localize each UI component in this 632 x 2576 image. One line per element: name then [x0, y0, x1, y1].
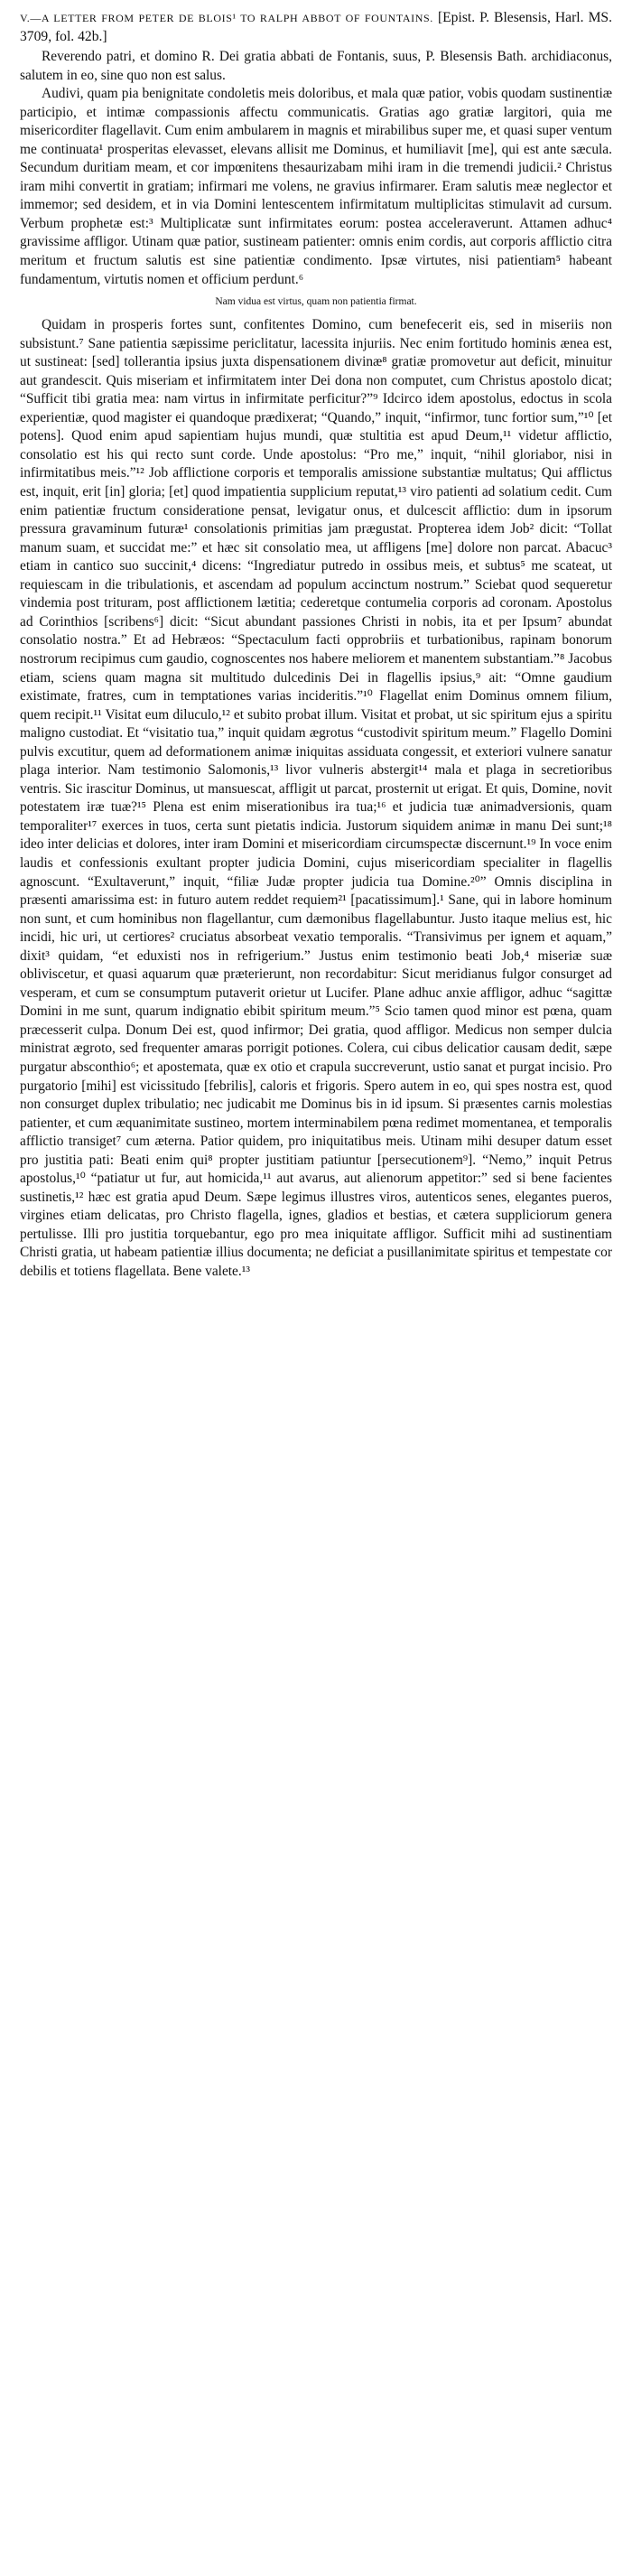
body-paragraph-1: Audivi, quam pia benignitate condoletis meis doloribus, et mala quæ patior, vobis quodam sustinentiæ participio, et intimæ compassionis affectu communicatis. Gratias ago gratiæ largitori, quia me misericorditer flagellavit. Cum enim ambularem in magnis et mirabilibus super me, et quasi super ventum me continuata¹ prosperitas elevasset, elevans allisit me Dominus, et humiliavit [me], qui est ante sæcula. Secundum duritiam meam, et cor impœnitens thesaurizabam mihi iram in die tremendi judicii.² Christus iram mihi convertit in gratiam; infirmari me volens, ne gravius infirmarer. Eram salutis meæ neglector et immemor; sed desidem, et in via Domini lentescentem infirmitatum multiplicitas stimulavit ad cursum. Verbum prophetæ est:³ Multiplicatæ sunt infirmitates eorum: postea acceleraverunt. Attamen adhuc⁴ gravissime affligor. Utinam quæ patior, sustineam patienter: omnis enim cordis, aut corporis afflictio citra meritum et fructum salutis est sine patientiæ condimento. Ipsæ virtutes, nisi patientiam⁵ habeant fundamentum, virtutis nomen et officium perdunt.⁶: [20, 86, 612, 287]
letter-title: V.—A LETTER FROM PETER DE BLOIS¹ TO RALPH ABBOT OF FOUNTAINS.: [20, 12, 433, 24]
verse-quotation: Nam vidua est virtus, quam non patientia firmat.: [215, 296, 417, 308]
salutation-paragraph: Reverendo patri, et domino R. Dei gratia abbati de Fontanis, suus, P. Blesensis Bath. archidiaconus, salutem in eo, sine quo non est salus.: [20, 49, 612, 83]
body-paragraph-2: Quidam in prosperis fortes sunt, confitentes Domino, cum benefecerit eis, sed in miseriis non subsistunt.⁷ Sane patientia sæpissime periclitatur, lacessita injuriis. Nec enim fortitudo hominis ænea est, ut sustineat: [sed] tollerantia ipsius juxta dispensationem divinæ⁸ gratiæ promovetur aut deficit, minuitur aut grandescit. Quis miseriam et infirmitatem inter Dei dona non computet, cum Christus apostolo dicat; “Sufficit tibi gratia mea: nam virtus in infirmitate perficitur?”⁹ Idcirco idem apostolus, edoctus in scola experientiæ, quod magister ei quandoque prædixerat; “Quando,” inquit, “infirmor, tunc fortior sum,”¹⁰ [et potens]. Quod enim apud sapientiam hujus mundi, quæ stultitia est apud Deum,¹¹ videtur afflictio, consolatio est his qui recto sunt corde. Unde apostolus: “Pro me,” inquit, “nihil gloriabor, nisi in infirmitatibus meis.”¹² Job afflictione corporis et temporalis amissione substantiæ multatus; Qui afflictus est, inquit, erit [in] gloria; [et] quod impatientia supplicium reputat,¹³ viro patienti ad solatium cedit. Cum enim patientiæ fructum consideratione pensat, levigatur onus, et dulcescit afflictio: dum in ipsorum pressura gravaminum futuræ¹ consolationis primitias jam prægustat. Propterea idem Job² dicit: “Tollat manum suam, et succidat me:” et hæc sit consolatio mea, ut affligens [me] dolore non parcat. Abacuc³ etiam in cantico suo succinit,⁴ dicens: “Ingrediatur putredo in ossibus meis, et subtus⁵ me scateat, ut requiescam in die tribulationis, et ascendam ad populum accinctum nostrum.” Sciebat quod sequeretur vindemia post trituram, post afflictionem lætitia; cederetque contumelia corporis ad coronam. Apostolus ad Corinthios [scribens⁶] dicit: “Sicut abundant passiones Christi in nobis, ita et per Ipsum⁷ abundat consolatio nostra.” Et ad Hebræos: “Spectaculum facti opprobriis et turbationibus, rapinam bonorum nostrorum recipimus cum gaudio, cognoscentes nos habere meliorem et manentem substantiam.”⁸ Jacobus etiam, sciens quam magna sit multitudo dulcedinis Dei in flagellis ipsius,⁹ ait: “Omne gaudium existimate, fratres, cum in temptationes varias incideritis.”¹⁰ Flagellat enim Dominus omnem filium, quem recipit.¹¹ Visitat eum diluculo,¹² et subito probat illum. Visitat et probat, ut sic spiritum ejus a spiritu maligno custodiat. Et “visitatio tua,” inquit quidam ægrotus “custodivit spiritum meum.” Flagello Domini pulvis excutitur, quem ad deformationem animæ iniquitas assiduata congessit, et exteriori vulnere sanatur plaga interior. Nam testimonio Salomonis,¹³ livor vulneris abstergit¹⁴ mala et plaga in secretioribus ventris. Sic irascitur Dominus, ut mansuescat, affligit ut parcat, prosternit ut erigat. Et quis, Domine, novit potestatem iræ tuæ?¹⁵ Plena est enim miserationibus ira tua;¹⁶ et judicia tuæ animadversionis, quam temporaliter¹⁷ exerces in tuos, certa sunt pietatis indicia. Justorum siquidem animæ in manu Dei sunt;¹⁸ ideo inter delicias et dolores, inter iram Domini et misericordiam circumspectæ discernunt.¹⁹ In voce enim laudis et confessionis exultant propter judicia Domini, cujus misericordiam specialiter in flagellis agnoscunt. “Exultaverunt,” inquit, “filiæ Judæ propter judicia tua Domine.²⁰” Omnis disciplina in præsenti amarissima est: in futuro autem reddet requiem²¹ [pacatissimum].¹ Sane, qui in labore hominum non sunt, et cum hominibus non flagellantur, cum dæmonibus flagellabuntur. Justo itaque melius est, hic incidi, hic uri, ut certiores² cruciatus absorbeat vexatio temporalis. “Transivimus per ignem et aquam,” dixit³ quidam, “et eduxisti nos in refrigerium.” Justus enim testimonio beati Job,⁴ miseriæ suæ obliviscetur, et quasi aquarum quæ præterierunt, non recordabitur: Sicut meridianus fulgor consurget ad vesperam, et cum se consumptum putaverit orietur ut Lucifer. Plane adhuc anxie affligor, adhuc “sagittæ Domini in me sunt, quarum indignatio ebibit spiritum meum.”⁵ Scio tamen quod minor est pœna, quam præcesserit culpa. Donum Dei est, quod infirmor; Dei gratia, quod affligor. Medicus non semper dulcia ministrat ægroto, sed frequenter amaras porrigit potiones. Colera, cui cibus delicatior causam dedit, sæpe purgatur absconthio⁶; et apostemata, quæ ex otio et crapula succreverunt, ustio sanat et purgat incisio. Pro purgatorio [mihi] est vicissitudo [febrilis], caloris et frigoris. Spero autem in eo, qui spes nostra est, quod non consurget duplex tribulatio; nec judicabit me Dominus bis in id ipsum. Si præsentes carnis molestias patienter, et cum æquanimitate sustineo, mortem interminabilem pœna redimet momentanea, et temporalis afflictio transiget⁷ cum æterna. Patior quidem, pro iniquitatibus meis. Utinam mihi desuper datum esset pro justitia pati: Beati enim qui⁸ propter justitiam patiuntur [persecutionem⁹]. “Nemo,” inquit Petrus apostolus,¹⁰ “patiatur ut fur, aut homicida,¹¹ aut avarus, aut alienorum appetitor:” sed si bene facientes sustinetis,¹² hæc est gratia apud Deum. Sæpe legimus illustres viros, autenticos senes, elegantes pueros, virgines etiam delicatas, pro Christo flagella, ignes, gladios et bestias, et cætera suppliciorum genera pertulisse. Illi pro justitia torquebantur, ego pro mea iniquitate affligor. Sufficit mihi ad sustinentiam Christi gratia, ut habeam patientiæ illius documenta; ne deficiat a pusillanimitate spiritus et tempestate cor debilis et totiens flagellata. Bene valete.¹³: [20, 317, 612, 1279]
source-reference: [Epist. P. Blesensis, Harl. MS. 3709, fol. 42b.]: [20, 10, 613, 44]
letter-heading: [20, 9, 612, 46]
